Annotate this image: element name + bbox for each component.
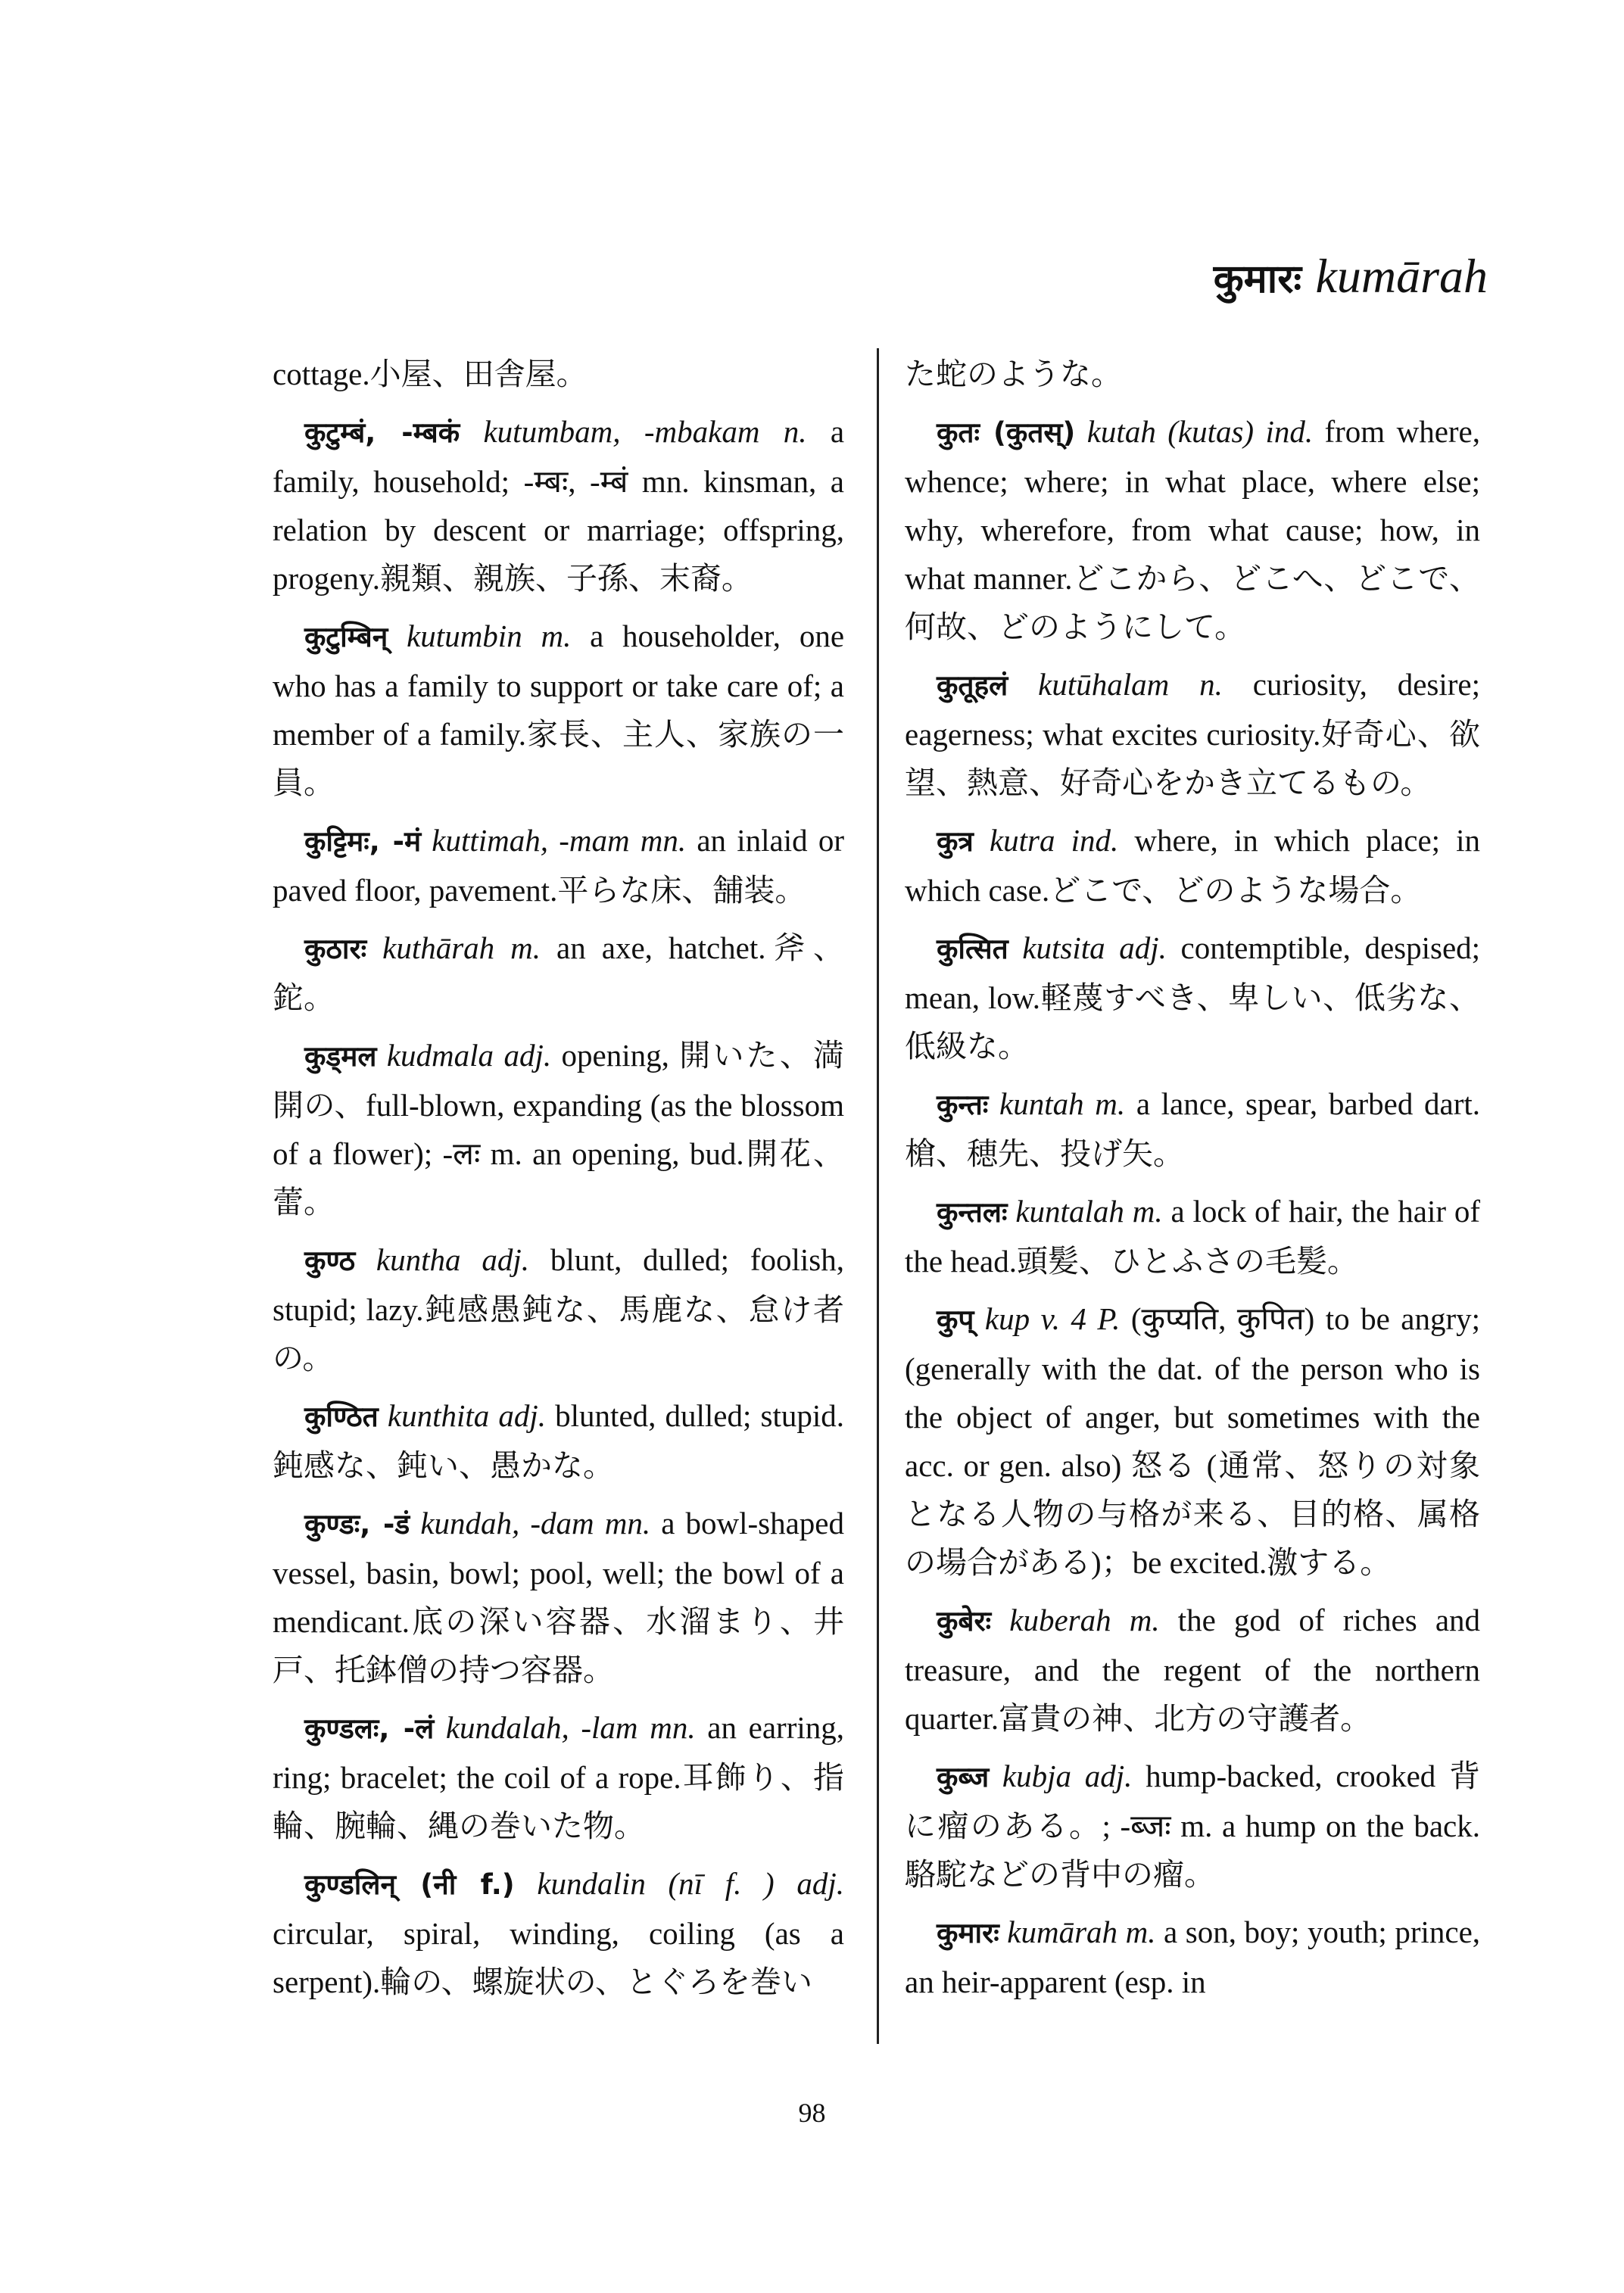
dictionary-entry: [273, 1703, 844, 1850]
entry-transliteration: kumārah m.: [1007, 1914, 1156, 1949]
dictionary-entry: [905, 1187, 1480, 1285]
dictionary-entry: [273, 924, 844, 1022]
dictionary-entry: [905, 924, 1480, 1070]
dictionary-entry: [905, 1752, 1480, 1899]
entry-headword: कुट्टिमः, -मं: [304, 825, 422, 858]
entry-definition: a bowl-shaped vessel, basin, bowl; pool, well; the bowl of a mendicant.底の深い容器、水溜まり、井戸、托鉢僧の持つ容器。: [273, 1506, 845, 1687]
entry-transliteration: kubja adj.: [1002, 1759, 1133, 1793]
entry-headword: कुन्तलः: [937, 1196, 1008, 1229]
entry-transliteration: kuntah m.: [999, 1086, 1126, 1121]
entry-definition: た蛇のような。: [905, 357, 1122, 391]
entry-transliteration: kuntalah m.: [1015, 1194, 1163, 1229]
dictionary-entry: [273, 1391, 844, 1490]
entry-headword: कुतः (कुतस्): [937, 416, 1076, 449]
dictionary-entry: [273, 612, 844, 807]
dictionary-entry: [905, 407, 1480, 651]
entry-definition: a lock of hair, the hair of the head.頭髪、ひとふさの毛髪。: [905, 1194, 1481, 1279]
entry-headword: कुठारः: [304, 933, 367, 965]
entry-headword: कुत्सित: [937, 933, 1008, 965]
entry-definition: opening, 開いた、満開の、full-blown, expanding (as the blossom of a flower); -लः m. an opening, bud.開花、蕾。: [273, 1038, 844, 1220]
entry-headword: कुण्ठित: [304, 1400, 379, 1433]
entry-transliteration: kutsita adj.: [1022, 930, 1167, 965]
dictionary-entry: [905, 1596, 1480, 1743]
entry-headword: कुत्र: [937, 825, 974, 858]
entry-definition: a son, boy; youth; prince, an heir-apparent (esp. in: [905, 1914, 1481, 1999]
entry-definition: (कुप्यति, कुपित) to be angry; (generally with the dat. of the person who is the object of anger, but sometimes with the acc. or gen. also) 怒る (通常、怒りの対象となる人物の与格が来る、目的格、属格の場合がある)；be excited.激する。: [905, 1301, 1480, 1580]
entry-headword: कुब्ज: [937, 1761, 990, 1793]
entry-headword: कुटुम्बं, -म्बकं: [304, 416, 460, 449]
entry-definition: blunted, dulled; stupid.鈍感な、鈍い、愚かな。: [273, 1398, 844, 1483]
entry-headword: कुण्डलः, -लं: [304, 1712, 435, 1745]
entry-transliteration: kunthita adj.: [387, 1398, 547, 1433]
column-divider: [877, 348, 879, 2044]
entry-transliteration: kundah, -dam mn.: [420, 1506, 651, 1541]
dictionary-entry: [905, 1294, 1480, 1587]
entry-transliteration: kup v. 4 P.: [984, 1301, 1121, 1336]
entry-definition: a householder, one who has a family to support or take care of; a member of a family.家長、主人、家族の一員。: [273, 618, 845, 800]
entry-definition: an earring, ring; bracelet; the coil of a rope.耳飾り、指輪、腕輪、縄の巻いた物。: [273, 1710, 845, 1843]
entry-transliteration: kudmala adj.: [386, 1038, 552, 1073]
entry-headword: कुटुम्बिन्: [304, 621, 388, 653]
entry-headword: कुण्डलिन् (नी f.): [304, 1868, 515, 1901]
entry-definition: from where, whence; where; in what place, where else; why, wherefore, from what cause; how, in what manner.どこから、どこへ、どこで、何故、どのようにして。: [905, 414, 1480, 644]
dictionary-entry: [905, 1908, 1480, 2006]
entry-headword: कुतूहलं: [937, 669, 1008, 702]
page-number: 98: [798, 2098, 826, 2128]
dictionary-entry: [273, 816, 844, 914]
dictionary-entry: [905, 660, 1480, 807]
entry-transliteration: kutumbin m.: [407, 618, 572, 653]
dictionary-entry: [273, 1859, 844, 2006]
entry-definition: an inlaid or paved floor, pavement.平らな床、舗装。: [273, 823, 844, 908]
dictionary-entry: [273, 1235, 844, 1382]
entry-definition: where, in which place; in which case.どこで、どのような場合。: [905, 823, 1481, 908]
right-column: [905, 350, 1480, 2015]
entry-transliteration: kutumbam, -mbakam n.: [483, 414, 807, 449]
dictionary-entry: [273, 1499, 844, 1694]
entry-headword: कुमारः: [937, 1917, 999, 1949]
entry-transliteration: kutra ind.: [989, 823, 1119, 858]
entry-definition: the god of riches and treasure, and the regent of the northern quarter.富貴の神、北方の守護者。: [905, 1603, 1481, 1736]
dictionary-entry: [905, 1080, 1480, 1178]
entry-headword: कुन्तः: [937, 1089, 989, 1121]
entry-definition: cottage.小屋、田舎屋。: [273, 357, 588, 391]
entry-definition: a lance, spear, barbed dart.槍、穂先、投げ矢。: [905, 1086, 1481, 1171]
entry-transliteration: kuberah m.: [1009, 1603, 1160, 1637]
entry-transliteration: kuttimah, -mam mn.: [432, 823, 687, 858]
entry-transliteration: kundalin (nī f. ) adj.: [537, 1866, 844, 1901]
entry-definition: curiosity, desire; eagerness; what excites curiosity.好奇心、欲望、熱意、好奇心をかき立てるもの。: [905, 667, 1481, 800]
dictionary-entry: [273, 1031, 844, 1226]
entry-transliteration: kutah (kutas) ind.: [1086, 414, 1314, 449]
dictionary-entry: [273, 350, 844, 398]
header-headword-devanagari: कुमारः: [1213, 257, 1302, 302]
dictionary-entry: [273, 407, 844, 603]
entry-transliteration: kuthārah m.: [382, 930, 541, 965]
dictionary-entry: [905, 816, 1480, 914]
header-headword-roman: kumārah: [1315, 249, 1488, 303]
entry-transliteration: kuntha adj.: [376, 1242, 529, 1277]
entry-headword: कुण्डः, -डं: [304, 1508, 410, 1541]
entry-transliteration: kundalah, -lam mn.: [445, 1710, 696, 1745]
entry-definition: blunt, dulled; foolish, stupid; lazy.鈍感愚鈍な、馬鹿な、怠け者の。: [273, 1242, 845, 1375]
left-column: [273, 350, 844, 2015]
entry-definition: a family, household; -म्बः, -म्बं mn. kinsman, a relation by descent or marriage; offspring, progeny.親類、親族、子孫、末裔。: [273, 414, 845, 596]
entry-definition: circular, spiral, winding, coiling (as a serpent).輪の、螺旋状の、とぐろを巻い: [273, 1916, 844, 1999]
entry-headword: कुड्मल: [304, 1040, 377, 1073]
entry-headword: कुण्ठ: [304, 1245, 356, 1277]
entry-definition: hump-backed, crooked 背に瘤のある。; -ब्जः m. a hump on the back.駱駝などの背中の瘤。: [905, 1759, 1480, 1892]
entry-headword: कुप्: [937, 1304, 974, 1336]
entry-transliteration: kutūhalam n.: [1038, 667, 1223, 702]
entry-definition: contemptible, despised; mean, low.軽蔑すべき、卑しい、低劣な、低級な。: [905, 930, 1481, 1064]
entry-headword: कुबेरः: [937, 1605, 992, 1637]
entry-definition: an axe, hatchet.斧、鉈。: [273, 930, 845, 1015]
dictionary-entry: [905, 350, 1480, 398]
running-header: [1214, 248, 1488, 304]
